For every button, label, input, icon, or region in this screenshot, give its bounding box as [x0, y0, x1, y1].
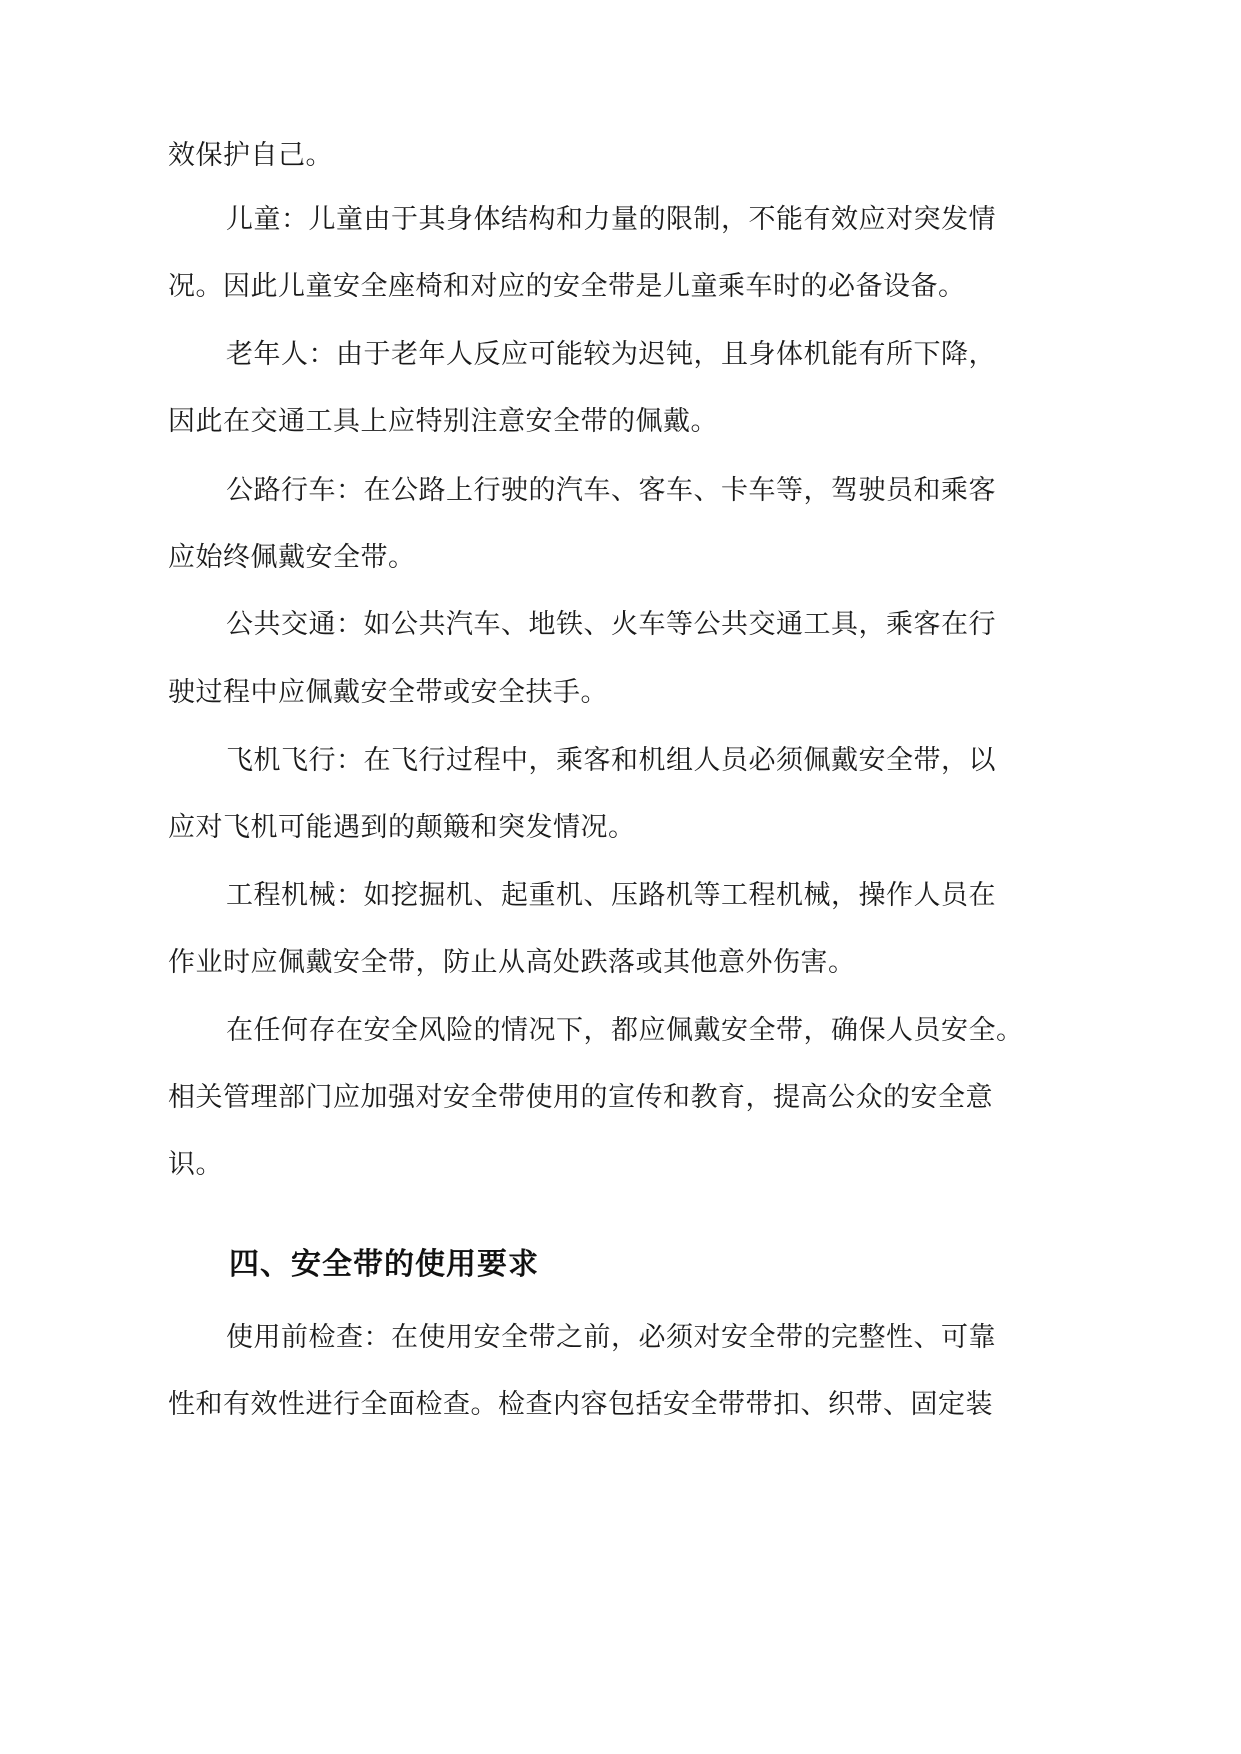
paragraph-line: 驶过程中应佩戴安全带或安全扶手。	[168, 677, 608, 708]
paragraph-line: 应对飞机可能遇到的颠簸和突发情况。	[168, 812, 636, 843]
paragraph-line: 在任何存在安全风险的情况下，都应佩戴安全带，确保人员安全。	[226, 1015, 1024, 1046]
paragraph-line: 相关管理部门应加强对安全带使用的宣传和教育，提高公众的安全意	[168, 1082, 993, 1113]
paragraph-line: 况。因此儿童安全座椅和对应的安全带是儿童乘车时的必备设备。	[168, 271, 966, 302]
paragraph-line: 识。	[168, 1149, 223, 1180]
paragraph-line: 应始终佩戴安全带。	[168, 542, 416, 573]
section-heading: 四、安全带的使用要求	[229, 1247, 539, 1282]
paragraph-line: 作业时应佩戴安全带，防止从高处跌落或其他意外伤害。	[168, 947, 856, 978]
paragraph-line: 老年人：由于老年人反应可能较为迟钝，且身体机能有所下降，	[226, 339, 996, 370]
paragraph-line: 公共交通：如公共汽车、地铁、火车等公共交通工具，乘客在行	[226, 609, 996, 640]
paragraph-line: 性和有效性进行全面检查。检查内容包括安全带带扣、织带、固定装	[168, 1389, 993, 1420]
paragraph-line: 使用前检查：在使用安全带之前，必须对安全带的完整性、可靠	[226, 1322, 996, 1353]
paragraph-line: 公路行车：在公路上行驶的汽车、客车、卡车等，驾驶员和乘客	[226, 475, 996, 506]
paragraph-line: 效保护自己。	[168, 140, 333, 171]
paragraph-line: 因此在交通工具上应特别注意安全带的佩戴。	[168, 406, 718, 437]
paragraph-line: 飞机飞行：在飞行过程中，乘客和机组人员必须佩戴安全带，以	[226, 745, 996, 776]
paragraph-line: 儿童：儿童由于其身体结构和力量的限制，不能有效应对突发情	[226, 204, 996, 235]
paragraph-line: 工程机械：如挖掘机、起重机、压路机等工程机械，操作人员在	[226, 880, 996, 911]
